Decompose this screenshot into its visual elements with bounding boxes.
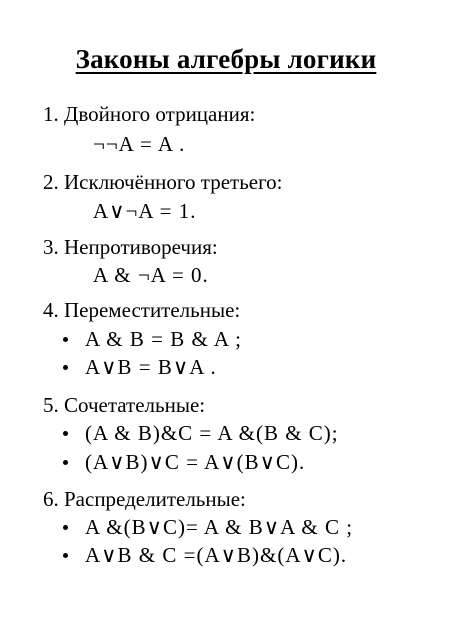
law-6-item-1 xyxy=(63,515,353,540)
bullet-icon xyxy=(63,525,68,530)
law-3-heading: 3. Непротиворечия: xyxy=(43,235,218,259)
law-4-item-1 xyxy=(63,327,242,352)
law-6-formula-2: A∨B & C =(A∨B)&(A∨C). xyxy=(85,543,348,567)
bullet-icon xyxy=(63,460,68,465)
law-6-heading: 6. Распределительные: xyxy=(43,487,246,511)
law-1-formula: ¬¬A = A . xyxy=(93,132,186,156)
page-title: Законы алгебры логики xyxy=(75,44,377,74)
bullet-icon xyxy=(63,337,68,342)
law-4-heading: 4. Переместительные: xyxy=(43,298,241,322)
law-2-formula: A∨¬A = 1. xyxy=(93,199,197,223)
law-5-formula-1: (A & B)&C = A &(B & C); xyxy=(85,421,339,445)
bullet-icon xyxy=(63,553,68,558)
law-4-item-2 xyxy=(63,355,217,380)
law-6-item-2 xyxy=(63,543,347,568)
law-4-formula-2: A∨B = B∨A . xyxy=(85,355,217,379)
law-5-item-2 xyxy=(63,450,305,475)
law-1-heading: 1. Двойного отрицания: xyxy=(43,102,256,126)
law-2-heading: 2. Исключённого третьего: xyxy=(43,170,283,194)
law-3-formula: A & ¬A = 0. xyxy=(93,263,209,287)
law-4-formula-1: A & B = B & A ; xyxy=(85,327,242,351)
bullet-icon xyxy=(63,365,68,370)
law-6-formula-1: A &(B∨C)= A & B∨A & C ; xyxy=(85,515,354,539)
law-5-item-1 xyxy=(63,421,339,446)
law-5-heading: 5. Сочетательные: xyxy=(43,393,206,417)
law-5-formula-2: (A∨B)∨C = A∨(B∨C). xyxy=(85,450,306,474)
bullet-icon xyxy=(63,431,68,436)
